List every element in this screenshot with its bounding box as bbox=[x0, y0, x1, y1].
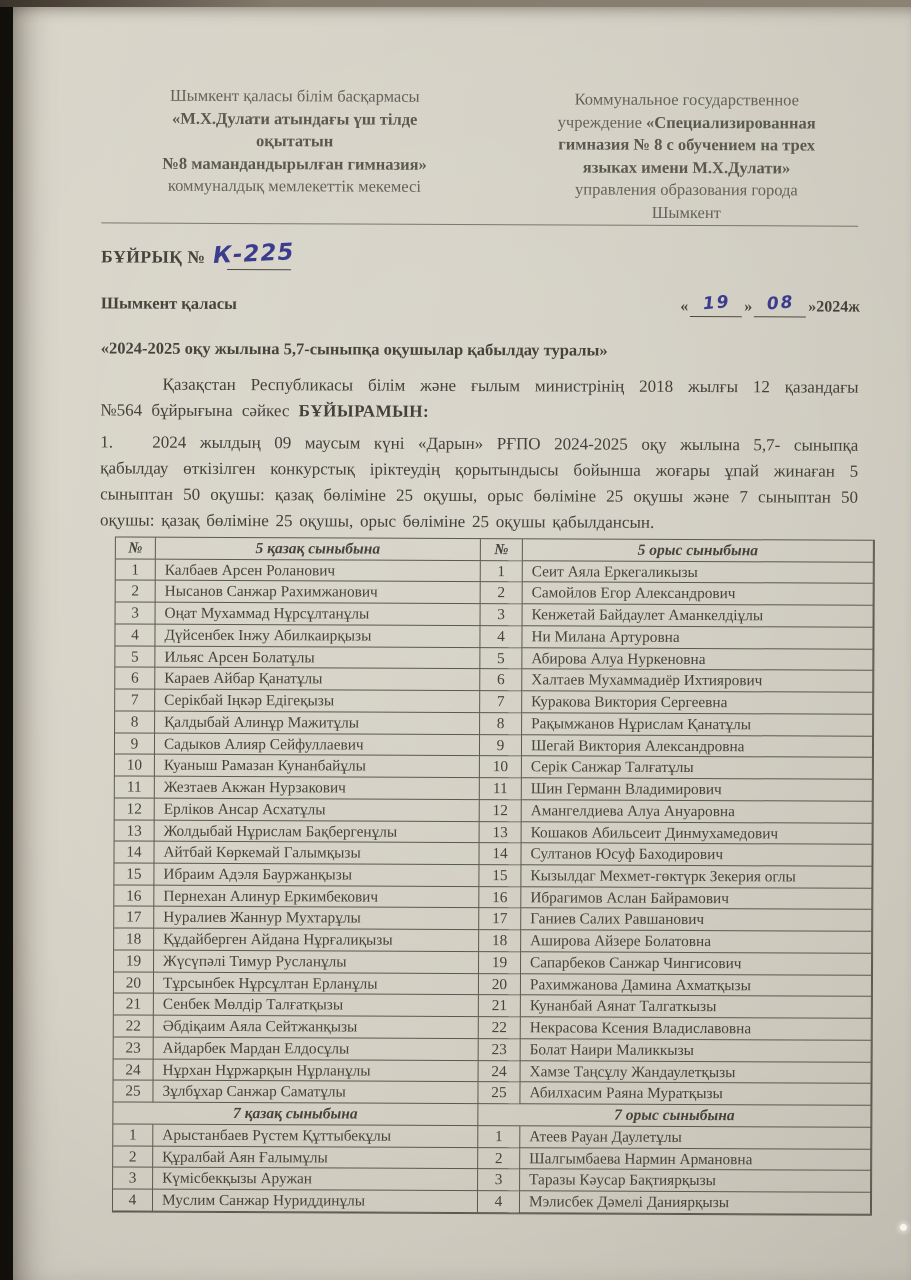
admission-table bbox=[112, 536, 875, 1215]
student-name-cell-kazakh: Құралбай Аян Ғалымұлы bbox=[153, 1146, 478, 1169]
student-name-cell-kazakh: Калбаев Арсен Роланович bbox=[156, 559, 481, 582]
row-number-cell: 25 bbox=[478, 1082, 520, 1104]
student-name-cell-russian: Халтаев Мухаммадиёр Ихтиярович bbox=[522, 670, 873, 693]
student-name-cell-kazakh: Дүйсенбек Інжу Абилкаирқызы bbox=[155, 625, 480, 648]
org-name-kazakh-line: коммуналдық мемлекеттік мекемесі bbox=[167, 175, 421, 196]
document-content bbox=[10, 5, 911, 1280]
row-number-cell: 23 bbox=[114, 1037, 154, 1059]
org-name-russian-line: управления образования города bbox=[575, 179, 798, 200]
student-name-cell-russian: Серік Санжар Талғатұлы bbox=[522, 757, 873, 780]
row-number-cell: 14 bbox=[479, 843, 521, 865]
row-number-cell: 1 bbox=[113, 1124, 153, 1146]
student-name-cell-kazakh: Жүсүпәлі Тимур Русланұлы bbox=[154, 951, 479, 974]
student-name-cell-kazakh: Жолдыбай Нұрислам Бақбергенұлы bbox=[155, 820, 480, 843]
row-number-cell: 15 bbox=[114, 864, 154, 886]
student-name-cell-russian: Сапарбеков Санжар Чингисович bbox=[521, 952, 872, 975]
student-name-cell-russian: Шегай Виктория Александровна bbox=[522, 735, 873, 758]
order-number-field bbox=[212, 239, 296, 270]
row-number-cell: 20 bbox=[114, 972, 154, 994]
student-name-cell-kazakh: Қалдыбай Алинұр Мажитұлы bbox=[155, 712, 480, 735]
order-label: БҰЙРЫҚ № bbox=[101, 246, 206, 267]
student-name-cell-kazakh: Тұрсынбек Нұрсұлтан Ерланұлы bbox=[154, 972, 479, 995]
student-name-cell-kazakh: Сенбек Мөлдір Талғатқызы bbox=[154, 994, 479, 1017]
student-name-cell-kazakh: Ильяс Арсен Болатұлы bbox=[155, 646, 480, 669]
row-number-cell: 11 bbox=[115, 777, 155, 799]
section-header-7-russian-class: 7 орыс сыныбына bbox=[478, 1104, 871, 1127]
date-month-slot bbox=[754, 292, 806, 317]
row-number-cell: 2 bbox=[113, 1146, 153, 1168]
student-name-cell-russian: Хамзе Таңсұлу Жандаулетқызы bbox=[521, 1061, 872, 1084]
row-number-cell: 17 bbox=[479, 909, 521, 931]
row-number-cell: 4 bbox=[480, 626, 522, 648]
org-name-russian-line: Шымкент bbox=[651, 202, 721, 222]
row-number-cell: 1 bbox=[116, 559, 156, 581]
row-number-cell: 9 bbox=[115, 733, 155, 755]
row-number-cell: 21 bbox=[479, 996, 521, 1018]
row-number-cell: 10 bbox=[115, 755, 155, 777]
org-name-russian-line: гимназия № 8 с обучением на трех bbox=[558, 134, 816, 155]
row-number-cell: 18 bbox=[114, 929, 154, 951]
student-name-cell-russian: Таразы Кәусар Бақтиярқызы bbox=[520, 1170, 871, 1193]
order-number-handwritten: К-225 bbox=[212, 239, 296, 270]
student-name-cell-kazakh: Ерліков Ансар Асхатұлы bbox=[155, 798, 480, 821]
column-header-no-left: № bbox=[116, 537, 156, 559]
org-name-kazakh-line: №8 мамандандырылған гимназия» bbox=[162, 153, 427, 174]
date-month-handwritten: 08 bbox=[765, 292, 795, 315]
row-number-cell: 15 bbox=[479, 865, 521, 887]
order-subject-title: «2024-2025 оқу жылына 5,7-сыныпқа оқушылар қабылдау туралы» bbox=[100, 338, 608, 360]
student-name-cell-russian: Шалгымбаева Нармин Армановна bbox=[520, 1148, 871, 1171]
student-name-cell-russian: Аширова Айзере Болатовна bbox=[521, 930, 872, 953]
student-name-cell-russian: Рақымжанов Нұрислам Қанатұлы bbox=[522, 713, 873, 736]
row-number-cell: 24 bbox=[479, 1061, 521, 1083]
student-name-cell-kazakh: Муслим Санжар Нуриддинұлы bbox=[153, 1190, 478, 1213]
row-number-cell: 21 bbox=[114, 994, 154, 1016]
row-number-cell: 2 bbox=[481, 583, 523, 605]
row-number-cell: 3 bbox=[116, 603, 156, 625]
student-name-cell-kazakh: Құдайберген Айдана Нұрғалиқызы bbox=[154, 929, 479, 952]
column-header-5-kazakh-class: 5 қазақ сыныбына bbox=[156, 538, 481, 561]
org-name-russian-line: Коммунальное государственное bbox=[574, 89, 800, 110]
column-header-5-russian-class: 5 орыс сыныбына bbox=[523, 539, 874, 562]
row-number-cell: 11 bbox=[480, 778, 522, 800]
item-number: 1. bbox=[100, 432, 114, 452]
order-item-1 bbox=[100, 429, 858, 536]
student-name-cell-kazakh: Жезтаев Акжан Нурзакович bbox=[155, 777, 480, 800]
date-year: »2024ж bbox=[808, 298, 860, 316]
student-name-cell-russian: Кызылдаг Мехмет-гөктүрк Зекерия оглы bbox=[521, 865, 872, 888]
row-number-cell: 6 bbox=[480, 669, 522, 691]
city-date-line bbox=[101, 293, 860, 317]
row-number-cell: 16 bbox=[479, 887, 521, 909]
row-number-cell: 5 bbox=[480, 648, 522, 670]
row-number-cell: 4 bbox=[115, 624, 155, 646]
student-name-cell-kazakh: Күмісбекқызы Аружан bbox=[153, 1168, 478, 1191]
student-name-cell-russian: Куракова Виктория Сергеевна bbox=[522, 691, 873, 714]
row-number-cell: 1 bbox=[478, 1126, 520, 1148]
row-number-cell: 20 bbox=[479, 974, 521, 996]
row-number-cell: 3 bbox=[481, 604, 523, 626]
student-name-cell-russian: Мэлисбек Дәмелі Даниярқызы bbox=[520, 1191, 871, 1214]
student-name-cell-kazakh: Айтбай Көркемай Галымқызы bbox=[154, 842, 479, 865]
org-name-kazakh-line: оқытатын bbox=[255, 131, 334, 151]
row-number-cell: 12 bbox=[115, 798, 155, 820]
student-name-cell-kazakh: Оңат Мухаммад Нұрсұлтанұлы bbox=[156, 603, 481, 626]
row-number-cell: 13 bbox=[115, 820, 155, 842]
paper-sheet bbox=[13, 7, 911, 1280]
student-name-cell-russian: Шин Германн Владимирович bbox=[522, 778, 873, 801]
student-name-cell-russian: Ганиев Салих Равшанович bbox=[521, 909, 872, 932]
row-number-cell: 3 bbox=[113, 1168, 153, 1190]
order-number-underline bbox=[227, 269, 290, 270]
student-name-cell-kazakh: Ибраим Адэля Бауржанқызы bbox=[154, 864, 479, 887]
student-name-cell-kazakh: Куаныш Рамазан Кунанбайұлы bbox=[155, 755, 480, 778]
date-mid-quote: » bbox=[744, 298, 753, 316]
row-number-cell: 6 bbox=[115, 668, 155, 690]
row-number-cell: 25 bbox=[113, 1081, 153, 1103]
row-number-cell: 22 bbox=[479, 1017, 521, 1039]
date-day-slot bbox=[690, 291, 742, 317]
row-number-cell: 19 bbox=[479, 952, 521, 974]
intro-paragraph bbox=[100, 371, 858, 426]
student-name-cell-russian: Некрасова Ксения Владиславовна bbox=[521, 1017, 872, 1040]
student-name-cell-kazakh: Айдарбек Мардан Елдосұлы bbox=[154, 1038, 479, 1061]
student-name-cell-kazakh: Пернехан Алинур Еркимбекович bbox=[154, 885, 479, 908]
intro-text: Қазақстан Республикасы білім және ғылым министрінің 2018 жылғы 12 қазандағы №564 бұйрығына сәйкес bbox=[100, 374, 859, 421]
date-field bbox=[680, 291, 860, 318]
student-name-cell-russian: Амангелдиева Алуа Ануаровна bbox=[522, 800, 873, 823]
row-number-cell: 2 bbox=[478, 1148, 520, 1170]
org-name-russian-line: учреждение «Специализированная bbox=[557, 111, 816, 133]
row-number-cell: 24 bbox=[114, 1059, 154, 1081]
row-number-cell: 19 bbox=[114, 950, 154, 972]
header-left-block bbox=[104, 84, 484, 198]
student-name-cell-russian: Самойлов Егор Александрович bbox=[523, 583, 874, 606]
row-number-cell: 23 bbox=[479, 1039, 521, 1061]
student-name-cell-russian: Ни Милана Артуровна bbox=[522, 626, 873, 649]
row-number-cell: 13 bbox=[480, 822, 522, 844]
section-header-7-kazakh-class: 7 қазақ сыныбына bbox=[113, 1103, 478, 1126]
row-number-cell: 5 bbox=[115, 646, 155, 668]
org-name-kazakh-line: Шымкент қаласы білім басқармасы bbox=[169, 85, 420, 106]
org-name-kazakh-line: «М.Х.Дулати атындағы үш тілде bbox=[172, 108, 418, 129]
order-number-line bbox=[101, 239, 296, 270]
row-number-cell: 4 bbox=[478, 1191, 520, 1213]
row-number-cell: 8 bbox=[480, 713, 522, 735]
student-name-cell-russian: Рахимжанова Дамина Ахматқызы bbox=[521, 974, 872, 997]
row-number-cell: 7 bbox=[115, 690, 155, 712]
student-name-cell-russian: Болат Наири Маликкызы bbox=[521, 1039, 872, 1062]
student-name-cell-russian: Кунанбай Аянат Талгаткызы bbox=[521, 996, 872, 1019]
student-name-cell-russian: Абилхасим Раяна Муратқызы bbox=[520, 1083, 871, 1106]
column-header-no-right: № bbox=[481, 539, 523, 561]
city-name: Шымкент қаласы bbox=[100, 293, 237, 314]
student-name-cell-russian: Кенжетай Байдаулет Аманкелдіұлы bbox=[523, 604, 874, 627]
student-name-cell-russian: Сеит Аяла Еркегаликызы bbox=[523, 561, 874, 584]
student-name-cell-kazakh: Арыстанбаев Рүстем Құттыбекұлы bbox=[153, 1124, 478, 1147]
student-name-cell-kazakh: Серікбай Іңкәр Едігеқызы bbox=[155, 690, 480, 713]
org-name-russian-line: языках имени М.Х.Дулати» bbox=[582, 157, 791, 177]
row-number-cell: 22 bbox=[114, 1016, 154, 1038]
row-number-cell: 3 bbox=[478, 1169, 520, 1191]
row-number-cell: 12 bbox=[480, 800, 522, 822]
student-name-cell-russian: Султанов Юсуф Баходирович bbox=[521, 844, 872, 867]
date-day-handwritten: 19 bbox=[701, 291, 731, 315]
row-number-cell: 2 bbox=[116, 581, 156, 603]
item-text: 2024 жылдың 09 маусым күні «Дарын» РҒПО 2024-2025 оқу жылына 5,7- сыныпқа қабылдау өткізілген конкурстық іріктеудің қорытындысы бойынша жоғары ұпай жинаған 5 сыныптан 50 оқушы: қазақ бөліміне 25 оқушы, орыс бөліміне 25 оқушы және 7 сыныптан 50 оқушы: қазақ бөліміне 25 оқушы, орыс бөліміне 25 оқушы қабылдансын. bbox=[99, 432, 859, 532]
student-name-cell-russian: Атеев Рауан Даулетұлы bbox=[520, 1126, 871, 1149]
header-right-block bbox=[496, 88, 877, 225]
student-name-cell-russian: Абирова Алуа Нуркеновна bbox=[522, 648, 873, 671]
row-number-cell: 18 bbox=[479, 930, 521, 952]
row-number-cell: 10 bbox=[480, 756, 522, 778]
student-name-cell-kazakh: Әбдіқаим Аяла Сейтжанқызы bbox=[154, 1016, 479, 1039]
date-open-quote: « bbox=[680, 297, 689, 315]
row-number-cell: 8 bbox=[115, 711, 155, 733]
student-name-cell-kazakh: Нуралиев Жаннур Мухтарұлы bbox=[154, 907, 479, 930]
row-number-cell: 9 bbox=[480, 735, 522, 757]
row-number-cell: 1 bbox=[481, 561, 523, 583]
row-number-cell: 17 bbox=[114, 907, 154, 929]
student-name-cell-kazakh: Садыков Алияр Сейфуллаевич bbox=[155, 733, 480, 756]
row-number-cell: 4 bbox=[113, 1190, 153, 1212]
student-name-cell-kazakh: Зұлбұхар Санжар Саматұлы bbox=[153, 1081, 478, 1104]
student-name-cell-kazakh: Нұрхан Нұржарқын Нұрланұлы bbox=[154, 1059, 479, 1082]
student-name-cell-russian: Кошаков Абильсеит Динмухамедович bbox=[522, 822, 873, 845]
student-name-cell-kazakh: Нысанов Санжар Рахимжанович bbox=[156, 581, 481, 604]
student-name-cell-russian: Ибрагимов Аслан Байрамович bbox=[521, 887, 872, 910]
directive-word: БҰЙЫРАМЫН: bbox=[298, 401, 430, 421]
row-number-cell: 14 bbox=[114, 842, 154, 864]
row-number-cell: 7 bbox=[480, 691, 522, 713]
paper-speck bbox=[900, 1224, 907, 1231]
row-number-cell: 16 bbox=[114, 885, 154, 907]
student-name-cell-kazakh: Караев Айбар Қанатұлы bbox=[155, 668, 480, 691]
